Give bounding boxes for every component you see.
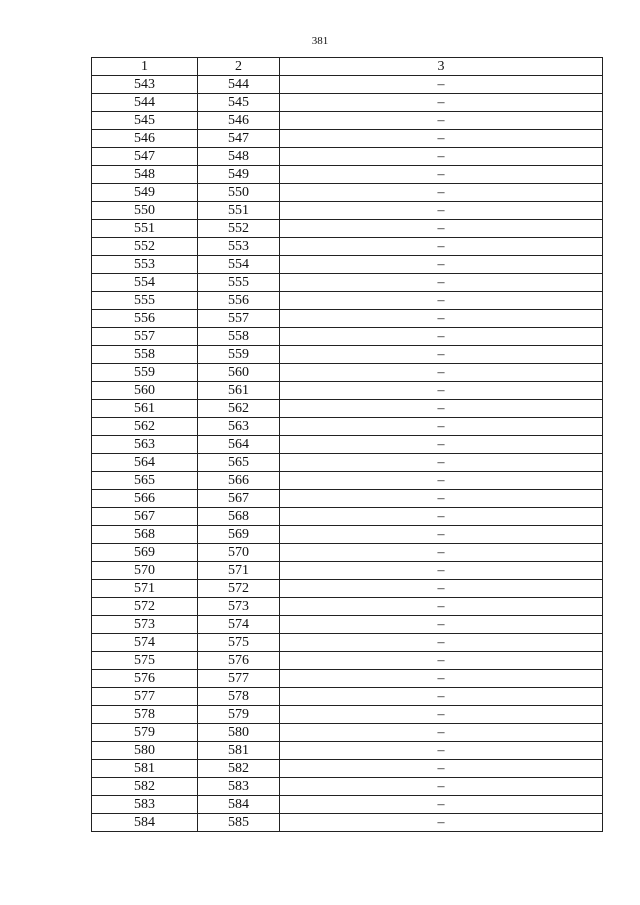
cell-col-2: 554 bbox=[198, 256, 280, 274]
table-row bbox=[92, 310, 603, 328]
table-row bbox=[92, 526, 603, 544]
table-row bbox=[92, 76, 603, 94]
table-row bbox=[92, 130, 603, 148]
cell-col-3: – bbox=[280, 814, 603, 832]
table-row bbox=[92, 562, 603, 580]
cell-col-2: 571 bbox=[198, 562, 280, 580]
table-row bbox=[92, 742, 603, 760]
cell-col-3: – bbox=[280, 616, 603, 634]
cell-col-2: 546 bbox=[198, 112, 280, 130]
cell-col-3: – bbox=[280, 562, 603, 580]
table-row bbox=[92, 184, 603, 202]
cell-col-3: – bbox=[280, 652, 603, 670]
table-row bbox=[92, 328, 603, 346]
cell-col-2: 570 bbox=[198, 544, 280, 562]
cell-col-2: 584 bbox=[198, 796, 280, 814]
cell-col-2: 555 bbox=[198, 274, 280, 292]
table-row bbox=[92, 148, 603, 166]
cell-col-3: – bbox=[280, 148, 603, 166]
cell-col-2: 553 bbox=[198, 238, 280, 256]
cell-col-2: 585 bbox=[198, 814, 280, 832]
cell-col-3: – bbox=[280, 634, 603, 652]
table-row bbox=[92, 706, 603, 724]
cell-col-2: 568 bbox=[198, 508, 280, 526]
cell-col-1: 576 bbox=[92, 670, 198, 688]
table-row bbox=[92, 508, 603, 526]
cell-col-2: 561 bbox=[198, 382, 280, 400]
cell-col-1: 555 bbox=[92, 292, 198, 310]
cell-col-3: – bbox=[280, 220, 603, 238]
cell-col-1: 584 bbox=[92, 814, 198, 832]
table-row bbox=[92, 688, 603, 706]
cell-col-2: 575 bbox=[198, 634, 280, 652]
cell-col-2: 551 bbox=[198, 202, 280, 220]
cell-col-2: 544 bbox=[198, 76, 280, 94]
cell-col-1: 570 bbox=[92, 562, 198, 580]
cell-col-3: – bbox=[280, 202, 603, 220]
cell-col-1: 583 bbox=[92, 796, 198, 814]
table-row bbox=[92, 580, 603, 598]
table-row bbox=[92, 238, 603, 256]
cell-col-3: – bbox=[280, 364, 603, 382]
cell-col-1: 572 bbox=[92, 598, 198, 616]
cell-col-3: – bbox=[280, 778, 603, 796]
cell-col-1: 563 bbox=[92, 436, 198, 454]
cell-col-3: – bbox=[280, 238, 603, 256]
cell-col-3: – bbox=[280, 706, 603, 724]
table-row bbox=[92, 166, 603, 184]
cell-col-1: 549 bbox=[92, 184, 198, 202]
cell-col-2: 582 bbox=[198, 760, 280, 778]
table-row bbox=[92, 256, 603, 274]
cell-col-3: – bbox=[280, 544, 603, 562]
cell-col-1: 564 bbox=[92, 454, 198, 472]
table-row bbox=[92, 346, 603, 364]
table-row bbox=[92, 490, 603, 508]
table-row bbox=[92, 760, 603, 778]
cell-col-2: 581 bbox=[198, 742, 280, 760]
cell-col-3: – bbox=[280, 310, 603, 328]
cell-col-2: 565 bbox=[198, 454, 280, 472]
table-row bbox=[92, 814, 603, 832]
cell-col-1: 550 bbox=[92, 202, 198, 220]
cell-col-1: 575 bbox=[92, 652, 198, 670]
table-row bbox=[92, 382, 603, 400]
cell-col-2: 558 bbox=[198, 328, 280, 346]
cell-col-1: 554 bbox=[92, 274, 198, 292]
cell-col-3: – bbox=[280, 112, 603, 130]
cell-col-1: 543 bbox=[92, 76, 198, 94]
table-row bbox=[92, 616, 603, 634]
cell-col-3: – bbox=[280, 526, 603, 544]
table-row bbox=[92, 292, 603, 310]
cell-col-3: – bbox=[280, 436, 603, 454]
cell-col-1: 548 bbox=[92, 166, 198, 184]
cell-col-1: 562 bbox=[92, 418, 198, 436]
cell-col-3: – bbox=[280, 76, 603, 94]
cell-col-1: 578 bbox=[92, 706, 198, 724]
cell-col-3: – bbox=[280, 292, 603, 310]
cell-col-1: 582 bbox=[92, 778, 198, 796]
column-header-2: 2 bbox=[198, 58, 280, 76]
cell-col-2: 545 bbox=[198, 94, 280, 112]
cell-col-1: 545 bbox=[92, 112, 198, 130]
cell-col-3: – bbox=[280, 724, 603, 742]
table-body bbox=[92, 76, 603, 832]
cell-col-1: 569 bbox=[92, 544, 198, 562]
cell-col-2: 569 bbox=[198, 526, 280, 544]
table-row bbox=[92, 436, 603, 454]
cell-col-3: – bbox=[280, 130, 603, 148]
data-table bbox=[91, 57, 603, 832]
cell-col-3: – bbox=[280, 418, 603, 436]
cell-col-3: – bbox=[280, 490, 603, 508]
cell-col-3: – bbox=[280, 184, 603, 202]
table-header-row bbox=[92, 58, 603, 76]
table-row bbox=[92, 418, 603, 436]
cell-col-3: – bbox=[280, 472, 603, 490]
cell-col-3: – bbox=[280, 742, 603, 760]
cell-col-1: 561 bbox=[92, 400, 198, 418]
cell-col-2: 552 bbox=[198, 220, 280, 238]
cell-col-3: – bbox=[280, 760, 603, 778]
table-row bbox=[92, 634, 603, 652]
cell-col-2: 574 bbox=[198, 616, 280, 634]
table-row bbox=[92, 670, 603, 688]
cell-col-3: – bbox=[280, 688, 603, 706]
cell-col-1: 580 bbox=[92, 742, 198, 760]
cell-col-2: 548 bbox=[198, 148, 280, 166]
cell-col-1: 574 bbox=[92, 634, 198, 652]
cell-col-3: – bbox=[280, 580, 603, 598]
cell-col-1: 566 bbox=[92, 490, 198, 508]
table-row bbox=[92, 94, 603, 112]
table-row bbox=[92, 796, 603, 814]
cell-col-1: 577 bbox=[92, 688, 198, 706]
cell-col-2: 557 bbox=[198, 310, 280, 328]
cell-col-1: 556 bbox=[92, 310, 198, 328]
table-row bbox=[92, 220, 603, 238]
cell-col-3: – bbox=[280, 508, 603, 526]
cell-col-2: 580 bbox=[198, 724, 280, 742]
cell-col-1: 552 bbox=[92, 238, 198, 256]
cell-col-2: 583 bbox=[198, 778, 280, 796]
cell-col-3: – bbox=[280, 166, 603, 184]
cell-col-2: 572 bbox=[198, 580, 280, 598]
cell-col-1: 547 bbox=[92, 148, 198, 166]
table-row bbox=[92, 400, 603, 418]
cell-col-2: 559 bbox=[198, 346, 280, 364]
cell-col-1: 551 bbox=[92, 220, 198, 238]
table-row bbox=[92, 454, 603, 472]
cell-col-1: 568 bbox=[92, 526, 198, 544]
cell-col-2: 577 bbox=[198, 670, 280, 688]
table-row bbox=[92, 274, 603, 292]
cell-col-2: 563 bbox=[198, 418, 280, 436]
cell-col-2: 578 bbox=[198, 688, 280, 706]
cell-col-2: 573 bbox=[198, 598, 280, 616]
cell-col-2: 567 bbox=[198, 490, 280, 508]
cell-col-3: – bbox=[280, 598, 603, 616]
column-header-1: 1 bbox=[92, 58, 198, 76]
cell-col-3: – bbox=[280, 796, 603, 814]
cell-col-2: 547 bbox=[198, 130, 280, 148]
table-row bbox=[92, 112, 603, 130]
cell-col-1: 557 bbox=[92, 328, 198, 346]
cell-col-1: 579 bbox=[92, 724, 198, 742]
cell-col-1: 558 bbox=[92, 346, 198, 364]
cell-col-1: 546 bbox=[92, 130, 198, 148]
cell-col-1: 567 bbox=[92, 508, 198, 526]
cell-col-3: – bbox=[280, 274, 603, 292]
cell-col-2: 579 bbox=[198, 706, 280, 724]
cell-col-3: – bbox=[280, 400, 603, 418]
cell-col-2: 562 bbox=[198, 400, 280, 418]
cell-col-3: – bbox=[280, 670, 603, 688]
cell-col-1: 559 bbox=[92, 364, 198, 382]
cell-col-2: 549 bbox=[198, 166, 280, 184]
table-row bbox=[92, 202, 603, 220]
table-row bbox=[92, 724, 603, 742]
cell-col-2: 566 bbox=[198, 472, 280, 490]
table-row bbox=[92, 472, 603, 490]
cell-col-1: 565 bbox=[92, 472, 198, 490]
cell-col-2: 560 bbox=[198, 364, 280, 382]
table-row bbox=[92, 544, 603, 562]
cell-col-2: 556 bbox=[198, 292, 280, 310]
table-row bbox=[92, 598, 603, 616]
cell-col-3: – bbox=[280, 256, 603, 274]
cell-col-1: 571 bbox=[92, 580, 198, 598]
table-row bbox=[92, 652, 603, 670]
cell-col-3: – bbox=[280, 454, 603, 472]
table-row bbox=[92, 364, 603, 382]
cell-col-3: – bbox=[280, 382, 603, 400]
table-row bbox=[92, 778, 603, 796]
cell-col-2: 564 bbox=[198, 436, 280, 454]
cell-col-1: 581 bbox=[92, 760, 198, 778]
cell-col-3: – bbox=[280, 94, 603, 112]
page-number: 381 bbox=[311, 35, 329, 47]
cell-col-1: 544 bbox=[92, 94, 198, 112]
cell-col-2: 550 bbox=[198, 184, 280, 202]
column-header-3: 3 bbox=[280, 58, 603, 76]
cell-col-3: – bbox=[280, 328, 603, 346]
cell-col-1: 560 bbox=[92, 382, 198, 400]
cell-col-3: – bbox=[280, 346, 603, 364]
cell-col-2: 576 bbox=[198, 652, 280, 670]
cell-col-1: 573 bbox=[92, 616, 198, 634]
cell-col-1: 553 bbox=[92, 256, 198, 274]
